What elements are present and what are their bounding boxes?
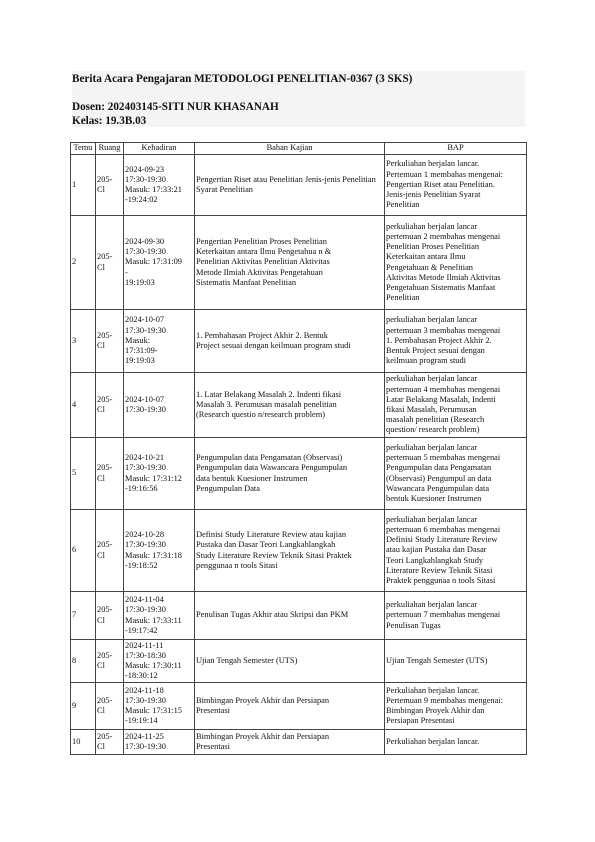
table-row [71,592,527,640]
table-row [71,438,527,510]
cell-ruang: 205- Cl [96,438,124,510]
cell-kehadiran: 2024-11-18 17:30-19:30 Masuk: 17:31:15 -19:19:14 [124,683,195,730]
cell-bap: perkuliahan berjalan lancar pertemuan 4 membahas mengenai Latar Belakang Masalah, Indenti fikasi Masalah, Perumusan masalah penelitian (Research question/ research problem) [385,373,527,438]
cell-bahan-kajian: 1. Pembahasan Project Akhir 2. Bentuk Project sesuai dengan keilmuan program studi [195,310,385,373]
col-header-temu: Temu [71,143,96,155]
table-row [71,216,527,310]
cell-bahan-kajian: Bimbingan Proyek Akhir dan Persiapan Presentasi [195,683,385,730]
cell-bap: Perkuliahan berjalan lancar. [385,730,527,755]
cell-bahan-kajian: Pengertian Penelitian Proses Penelitian Keterkaitan antara Ilmu Pengetahua n & Penelitian Aktivitas Penelitian Aktivitas Metode Ilmiah Aktivitas Pengetahuan Sistematis Manfaat Penelitian [195,216,385,310]
cell-temu: 7 [71,592,96,640]
cell-bap: Perkuliahan berjalan lancar. Pertemuan 1 membahas mengenai: Pengertian Riset atau Penelitian. Jenis-jenis Penelitian Syarat Penelitian [385,155,527,216]
lecturer-line: Dosen: 202403145-SITI NUR KHASANAH [72,101,279,113]
document-header [72,71,525,127]
cell-kehadiran: 2024-10-21 17:30-19:30 Masuk: 17:31:12 -19:16:56 [124,438,195,510]
cell-kehadiran: 2024-11-11 17:30-18:30 Masuk: 17:30:11 -18:30:12 [124,640,195,683]
cell-temu: 5 [71,438,96,510]
cell-bap: perkuliahan berjalan lancar pertemuan 6 membahas mengenai Definisi Study Literature Review atau kajian Pustaka dan Dasar Teori Langkahlangkah Study Literature Review Teknik Sitasi Praktek penggunaa n tools Sitasi [385,510,527,592]
cell-ruang: 205- Cl [96,592,124,640]
cell-ruang: 205- Cl [96,216,124,310]
table-row [71,730,527,755]
cell-kehadiran: 2024-11-25 17:30-19:30 [124,730,195,755]
cell-bahan-kajian: Pengertian Riset atau Penelitian Jenis-jenis Penelitian Syarat Penelitian [195,155,385,216]
attendance-table [70,142,527,755]
table-row [71,640,527,683]
col-header-bap: BAP [385,143,527,155]
cell-ruang: 205- Cl [96,310,124,373]
table-row [71,310,527,373]
table-row [71,510,527,592]
cell-bap: perkuliahan berjalan lancar pertemuan 7 membahas mengenai Penulisan Tugas [385,592,527,640]
cell-bap: perkuliahan berjalan lancar pertemuan 3 membahas mengenai 1. Pembahasan Project Akhir 2. Bentuk Project sesuai dengan keilmuan program studi [385,310,527,373]
cell-bap: Perkuliahan berjalan lancar. Pertemuan 9 membahas mengenai: Bimbingan Proyek Akhir dan Persiapan Presentasi [385,683,527,730]
cell-temu: 6 [71,510,96,592]
cell-bahan-kajian: Pengumpulan data Pengamatan (Observasi) Pengumpulan data Wawancara Pengumpulan data bentuk Kuesioner Instrumen Pengumpulan Data [195,438,385,510]
cell-temu: 4 [71,373,96,438]
cell-temu: 1 [71,155,96,216]
table-row [71,155,527,216]
cell-bahan-kajian: Definisi Study Literature Review atau kajian Pustaka dan Dasar Teori Langkahlangkah Study Literature Review Teknik Sitasi Praktek penggunaa n tools Sitasi [195,510,385,592]
cell-kehadiran: 2024-10-28 17:30-19:30 Masuk: 17:31:18 -19:18:52 [124,510,195,592]
cell-ruang: 205- Cl [96,730,124,755]
cell-temu: 10 [71,730,96,755]
table-row [71,683,527,730]
cell-bahan-kajian: Bimbingan Proyek Akhir dan Persiapan Presentasi [195,730,385,755]
cell-ruang: 205- Cl [96,373,124,438]
col-header-kehadiran: Kehadiran [124,143,195,155]
cell-bap: perkuliahan berjalan lancar pertemuan 2 membahas mengenai Penelitian Proses Penelitian Keterkaitan antara Ilmu Pengetahuan & Penelitian Aktivitas Metode Ilmiah Aktivitas Pengetahuan Sistematis Manfaat Penelitian [385,216,527,310]
cell-ruang: 205- Cl [96,640,124,683]
cell-kehadiran: 2024-10-07 17:30-19:30 Masuk: 17:31:09- 19:19:03 [124,310,195,373]
document-title: Berita Acara Pengajaran METODOLOGI PENELITIAN-0367 (3 SKS) [72,73,413,85]
class-line: Kelas: 19.3B.03 [72,115,147,127]
cell-bahan-kajian: Ujian Tengah Semester (UTS) [195,640,385,683]
cell-temu: 8 [71,640,96,683]
cell-temu: 2 [71,216,96,310]
cell-temu: 9 [71,683,96,730]
cell-ruang: 205- Cl [96,155,124,216]
table-header-row [71,143,527,155]
col-header-bahan-kajian: Bahan Kajian [195,143,385,155]
cell-temu: 3 [71,310,96,373]
cell-bahan-kajian: Penulisan Tugas Akhir atau Skripsi dan PKM [195,592,385,640]
col-header-ruang: Ruang [96,143,124,155]
cell-ruang: 205- Cl [96,683,124,730]
cell-kehadiran: 2024-09-30 17:30-19:30 Masuk: 17:31:09 - 19:19:03 [124,216,195,310]
cell-kehadiran: 2024-11-04 17:30-19:30 Masuk: 17:33:11 -19:17:42 [124,592,195,640]
cell-bap: Ujian Tengah Semester (UTS) [385,640,527,683]
cell-bap: perkuliahan berjalan lancar pertemuan 5 membahas mengenai Pengumpulan data Pengamatan (Observasi) Pengumpul an data Wawancara Pengumpulan data bentuk Kuesioner Instrumen [385,438,527,510]
cell-kehadiran: 2024-10-07 17:30-19:30 [124,373,195,438]
cell-bahan-kajian: 1. Latar Belakang Masalah 2. Indenti fikasi Masalah 3. Perumusan masalah penelitian (Research questio n/research problem) [195,373,385,438]
cell-kehadiran: 2024-09-23 17:30-19:30 Masuk: 17:33:21 -19:24:02 [124,155,195,216]
cell-ruang: 205- Cl [96,510,124,592]
table-row [71,373,527,438]
